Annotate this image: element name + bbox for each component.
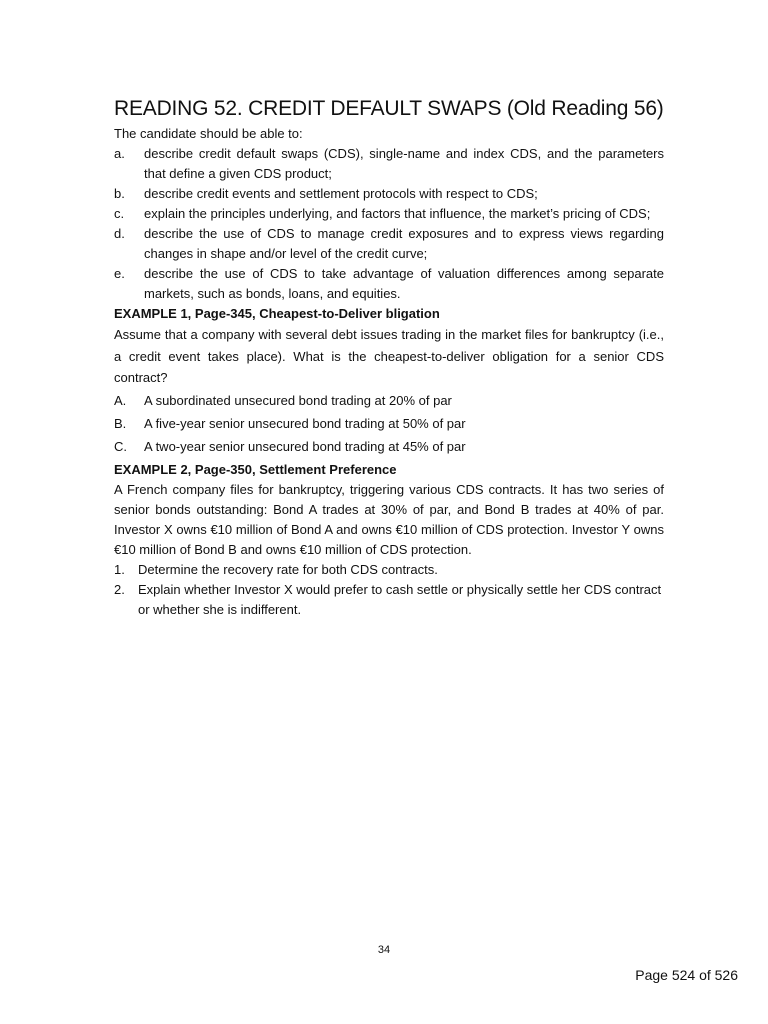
example1-heading: EXAMPLE 1, Page-345, Cheapest-to-Deliver bligation [114,306,440,321]
example1-options [114,389,664,458]
page-footer: Page 524 of 526 [635,967,738,983]
objective-item [114,224,664,264]
objective-marker: b. [114,186,125,201]
reading-title: READING 52. CREDIT DEFAULT SWAPS (Old Reading 56) [114,97,664,120]
objective-text: describe credit default swaps (CDS), single-name and index CDS, and the parameters that define a given CDS product; [144,146,664,181]
document-page [114,96,664,620]
option-marker: A. [114,392,127,408]
objective-text: describe credit events and settlement protocols with respect to CDS; [144,186,538,201]
intro-text: The candidate should be able to: [114,126,303,141]
example2-heading: EXAMPLE 2, Page-350, Settlement Preference [114,461,397,477]
option-item [114,435,664,458]
option-item [114,389,664,412]
option-marker: C. [114,438,127,454]
objective-marker: a. [114,146,125,161]
task-text: Explain whether Investor X would prefer to cash settle or physically settle her CDS contract or whether she is indifferent. [138,581,662,617]
objective-marker: d. [114,226,125,241]
objective-marker: e. [114,266,125,281]
task-item [114,580,664,620]
objective-item [114,204,664,224]
page-number: 34 [377,944,391,956]
task-marker: 2. [114,581,125,597]
objective-text: explain the principles underlying, and factors that influence, the market’s pricing of CDS; [144,206,651,221]
objective-item [114,144,664,184]
task-marker: 1. [114,561,125,577]
task-text: Determine the recovery rate for both CDS contracts. [138,561,438,577]
option-text: A five-year senior unsecured bond trading at 50% of par [144,415,466,431]
objective-item [114,264,664,304]
objective-marker: c. [114,206,125,221]
objectives-list [114,144,664,304]
option-text: A subordinated unsecured bond trading at 20% of par [144,392,452,408]
objective-item [114,184,664,204]
option-marker: B. [114,415,127,431]
example2-tasks [114,560,664,620]
example1-question: Assume that a company with several debt issues trading in the market files for bankruptcy (i.e., a credit event takes place). What is the cheapest-to-deliver obligation for a senior CDS contract? [114,327,664,385]
objective-text: describe the use of CDS to manage credit exposures and to express views regarding changes in shape and/or level of the credit curve; [144,226,664,261]
option-text: A two-year senior unsecured bond trading at 45% of par [144,438,466,454]
option-item [114,412,664,435]
task-item [114,560,664,580]
example2-question: A French company files for bankruptcy, triggering various CDS contracts. It has two series of senior bonds outstanding: Bond A trades at 30% of par, and Bond B trades at 40% of par. Investor X owns €10 million of Bond A and owns €10 million of CDS protection. Investor Y owns €10 million of Bond B and owns €10 million of CDS protection. [114,481,664,557]
objective-text: describe the use of CDS to take advantage of valuation differences among separate markets, such as bonds, loans, and equities. [144,266,664,301]
